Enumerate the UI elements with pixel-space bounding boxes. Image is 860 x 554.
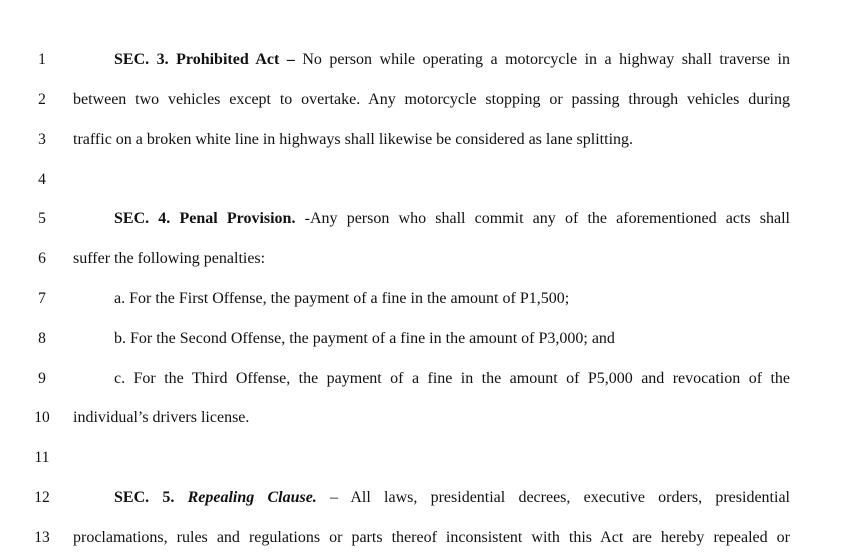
section-heading: SEC. 3. Prohibited Act –	[114, 51, 303, 68]
line-number: 6	[38, 250, 46, 267]
line-number: 1	[38, 51, 46, 68]
section-body: No person while operating a motorcycle in a highway shall traverse in	[302, 51, 791, 68]
line-number: 8	[38, 330, 46, 347]
document-line	[0, 446, 860, 470]
document-line	[0, 287, 860, 311]
line-text: traffic on a broken white line in highways shall likewise be considered as lane splitting.	[73, 131, 634, 148]
line-text	[114, 207, 790, 231]
document-line	[0, 327, 860, 351]
line-text	[114, 48, 790, 72]
line-text: between two vehicles except to overtake. Any motorcycle stopping or passing through vehicles during	[73, 91, 790, 108]
document-line	[0, 247, 860, 271]
section-body: – All laws, presidential decrees, executive orders, presidential	[316, 489, 790, 506]
line-number: 2	[38, 91, 46, 108]
line-text: suffer the following penalties:	[73, 250, 266, 267]
line-number: 9	[38, 370, 46, 387]
line-number: 10	[34, 409, 50, 426]
section-heading: SEC. 4. Penal Provision.	[114, 210, 296, 227]
document-line	[0, 406, 860, 430]
document-line	[0, 207, 860, 231]
line-text: individual’s drivers license.	[73, 409, 250, 426]
document-line	[0, 128, 860, 152]
line-number: 7	[38, 290, 46, 307]
line-number: 4	[38, 171, 46, 188]
document-line	[0, 526, 860, 550]
section-heading: SEC. 5.	[114, 489, 188, 506]
section-body: -Any person who shall commit any of the aforementioned acts shall	[295, 210, 790, 227]
line-text	[114, 486, 790, 510]
line-number: 12	[34, 489, 50, 506]
document-line	[0, 486, 860, 510]
document-line	[0, 88, 860, 112]
line-text: c. For the Third Offense, the payment of a fine in the amount of P5,000 and revocation of the	[114, 370, 790, 387]
section-title: Repealing Clause.	[187, 489, 317, 506]
line-text: a. For the First Offense, the payment of a fine in the amount of P1,500;	[114, 290, 570, 307]
line-text: proclamations, rules and regulations or parts thereof inconsistent with this Act are hereby repealed or	[73, 529, 790, 546]
line-number: 11	[34, 449, 50, 466]
document-line	[0, 367, 860, 391]
document-line	[0, 168, 860, 192]
line-text: b. For the Second Offense, the payment of a fine in the amount of P3,000; and	[114, 330, 615, 347]
line-number: 13	[34, 529, 50, 546]
line-number: 5	[38, 210, 46, 227]
document-line	[0, 48, 860, 72]
line-number: 3	[38, 131, 46, 148]
